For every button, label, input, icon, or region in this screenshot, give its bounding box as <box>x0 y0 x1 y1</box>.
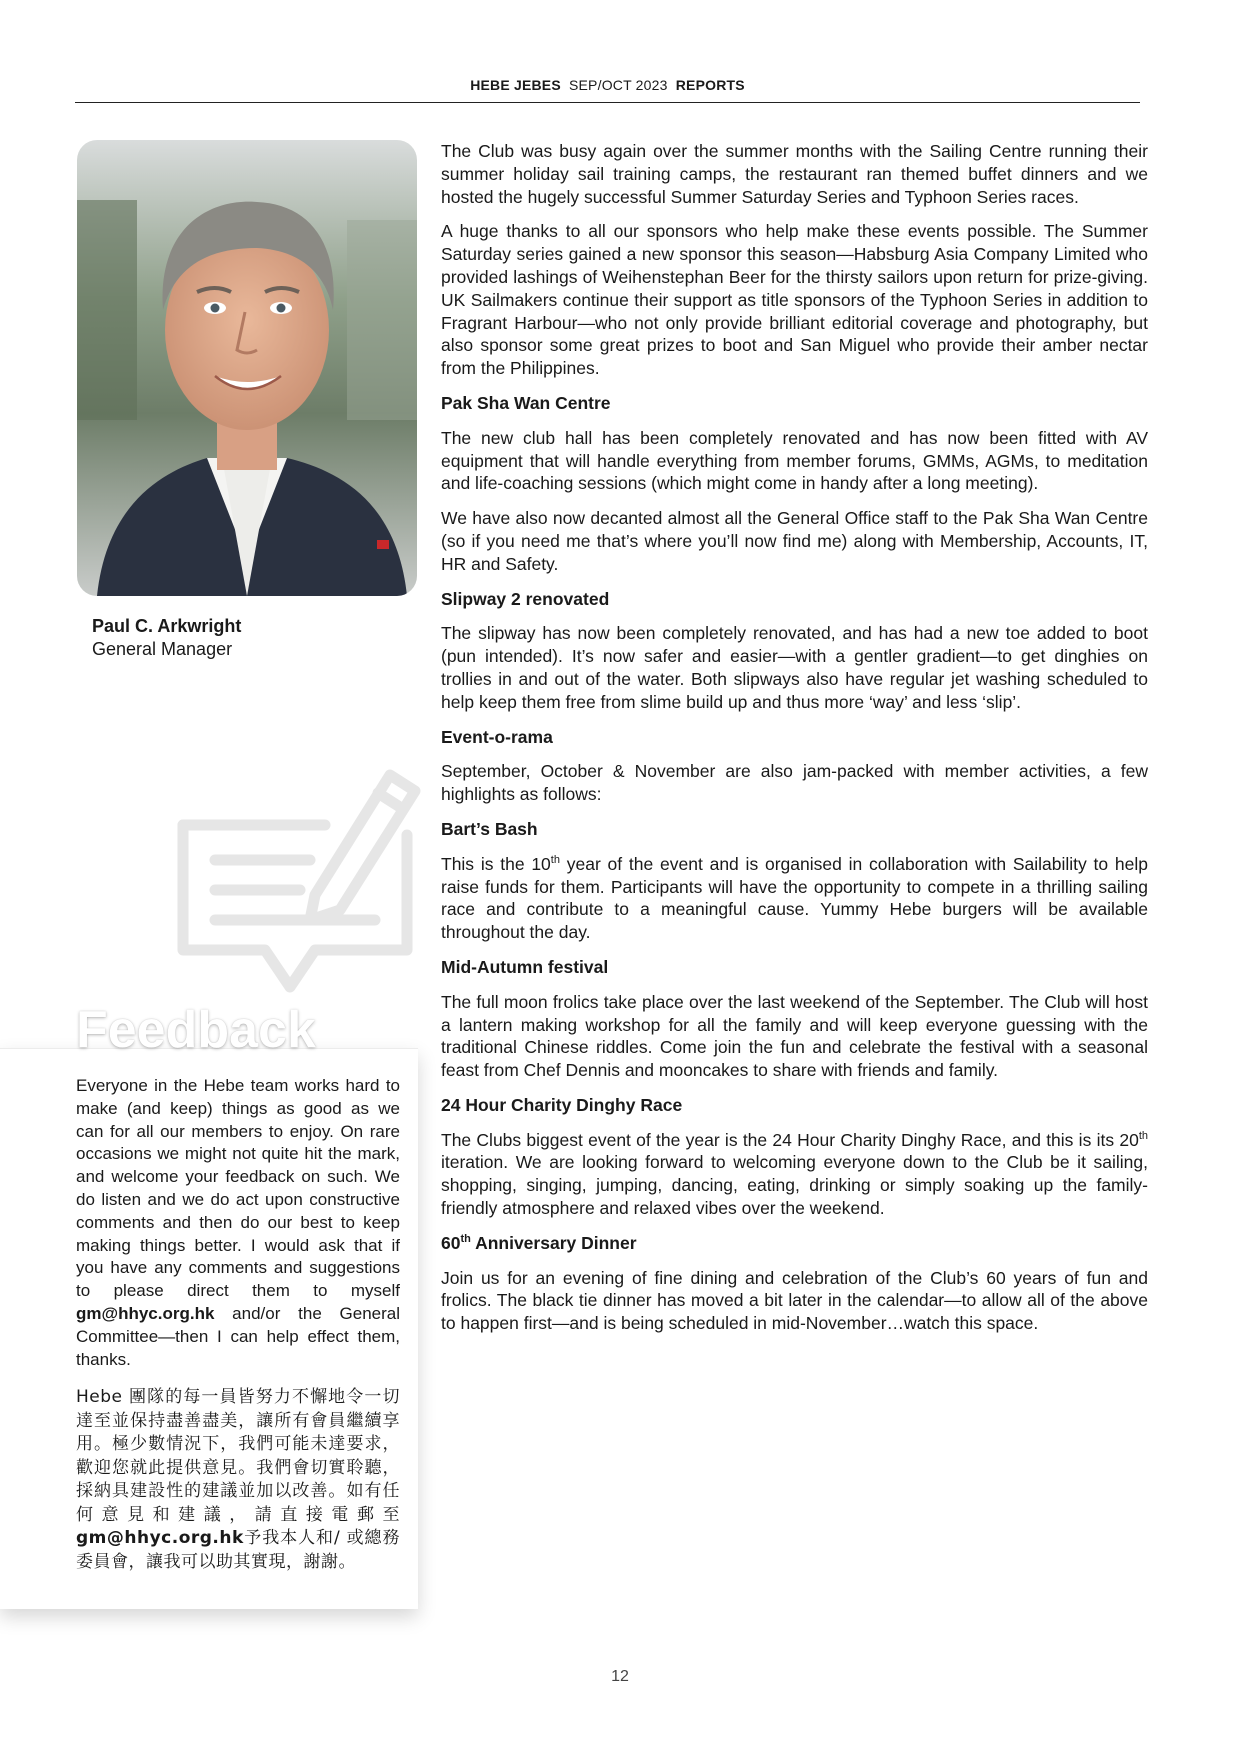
heading-barts-bash: Bart’s Bash <box>441 818 538 839</box>
issue-date: SEP/OCT 2023 <box>568 77 668 93</box>
paragraph: This is the 10th year of the event and is organised in collaboration with Sailability to help raise funds for them. Participants will have the opportunity to compete in a thrilling sailing race and contribute to a meaningful cause. Yummy Hebe burgers will be available throughout the day. <box>441 853 1148 943</box>
feedback-email[interactable]: gm@hhyc.org.hk <box>76 1303 215 1323</box>
section-name: REPORTS <box>675 77 745 93</box>
feedback-chinese: Hebe 團隊的每一員皆努力不懈地令一切達至並保持盡善盡美，讓所有會員繼續享用。極少數情況下，我們可能未達要求，歡迎您就此提供意見。我們會切實聆聽，採納具建設性的建議並加以改善。如有任何意見和建議，請直接電郵至gm@hhyc.org.hk予我本人和/ 或總務委員會，讓我可以助其實現，謝謝。 <box>76 1387 400 1572</box>
paragraph: The Club was busy again over the summer months with the Sailing Centre running their summer holiday sail training camps, the restaurant ran themed buffet dinners and we hosted the hugely successful Summer Saturday Series and Typhoon Series races. <box>441 141 1148 207</box>
paragraph: The full moon frolics take place over the last weekend of the September. The Club will host a lantern making workshop for all the family and will keep everyone guessing with the traditional Chinese riddles. Come join the fun and celebrate the festival with a seasonal feast from Chef Dennis and mooncakes to share with friends and family. <box>441 991 1148 1081</box>
feedback-english: Everyone in the Hebe team works hard to make (and keep) things as good as we can for all our members to enjoy. On rare occasions we might not quite hit the mark, and welcome your feedback on such. We do listen and we do act upon constructive comments and then do our best to keep making things better. I would ask that if you have any comments and suggestions to please direct them to myself gm@hhyc.org.hk and/or the General Committee—then I can help effect them, thanks. <box>76 1076 400 1369</box>
person-role: General Manager <box>92 639 233 659</box>
running-header <box>75 72 1140 103</box>
person-name: Paul C. Arkwright <box>92 616 242 636</box>
feedback-email-zh[interactable]: gm@hhyc.org.hk <box>76 1528 244 1549</box>
paragraph: The Clubs biggest event of the year is the 24 Hour Charity Dinghy Race, and this is its 20th iteration. We are looking forward to welcoming everyone down to the Club be it sailing, shopping, singing, jumping, dancing, eating, drinking or simply soaking up the family-friendly atmosphere and relaxed vibes over the weekend. <box>441 1129 1148 1219</box>
heading-event-o-rama: Event-o-rama <box>441 726 553 747</box>
heading-pak-sha-wan: Pak Sha Wan Centre <box>441 392 611 413</box>
paragraph: Join us for an evening of fine dining and celebration of the Club’s 60 years of fun and frolics. The black tie dinner has moved a bit later in the calendar—to allow all of the above to happen first—and is being scheduled in mid-November…watch this space. <box>441 1267 1148 1334</box>
photo-caption <box>92 615 241 661</box>
magazine-name: HEBE JEBES <box>470 77 561 93</box>
portrait-photo <box>77 140 417 596</box>
feedback-text <box>76 1075 400 1589</box>
heading-slipway: Slipway 2 renovated <box>441 588 610 609</box>
paragraph: September, October & November are also jam-packed with member activities, a few highlights as follows: <box>441 761 1148 805</box>
page-number: 12 <box>611 1668 629 1685</box>
paragraph: We have also now decanted almost all the General Office staff to the Pak Sha Wan Centre (so if you need me that’s where you’ll now find me) along with Membership, Accounts, IT, HR and Safety. <box>441 508 1148 574</box>
paragraph: The slipway has now been completely renovated, and has had a new toe added to boot (pun intended). It’s now safer and easier—with a gentler gradient—to get dinghies on trollies in and out of the water. Both slipways also have regular jet washing scheduled to help keep them free from slime build up and thus more ‘way’ and less ‘slip’. <box>441 623 1148 712</box>
report-body <box>441 140 1148 1347</box>
heading-mid-autumn: Mid-Autumn festival <box>441 956 609 977</box>
paragraph: A huge thanks to all our sponsors who help make these events possible. The Summer Saturday series gained a new sponsor this season—Habsburg Asia Company Limited who provided lashings of Weihenstephan Beer for the thirsty sailors upon return for prize-giving. UK Sailmakers continue their support as title sponsors of the Typhoon Series in addition to Fragrant Harbour—who not only provide brilliant editorial coverage and photography, but also sponsor some great prizes to boot and San Miguel who provide their amber nectar from the Philippines. <box>441 221 1148 379</box>
heading-anniversary-dinner: 60th Anniversary Dinner <box>441 1232 637 1253</box>
heading-charity-race: 24 Hour Charity Dinghy Race <box>441 1094 683 1115</box>
feedback-title: Feedback <box>76 1001 316 1059</box>
paragraph: The new club hall has been completely renovated and has now been fitted with AV equipment that will handle everything from member forums, GMMs, AGMs, to meditation and life-coaching sessions (which might come in handy after a long meeting). <box>441 427 1148 494</box>
feedback-pencil-icon <box>175 755 425 1005</box>
